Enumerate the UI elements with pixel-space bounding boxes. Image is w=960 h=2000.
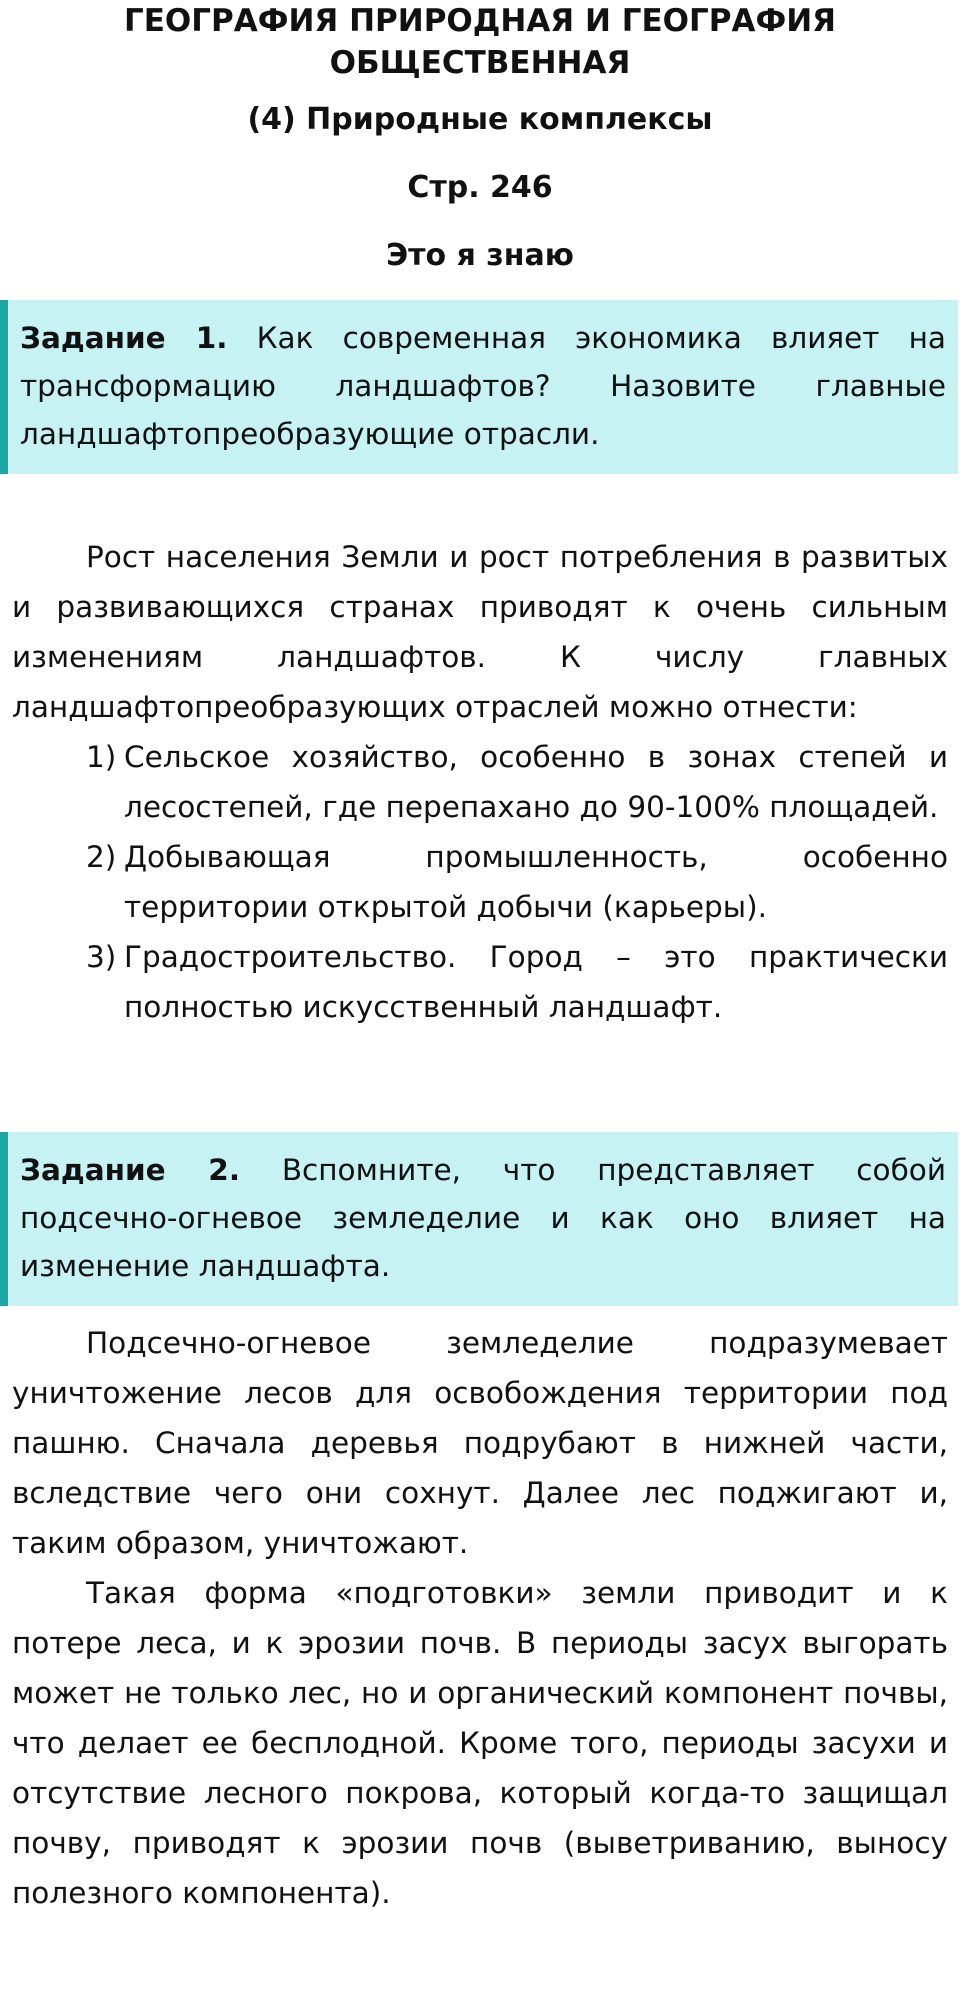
chapter-subtitle: (4) Природные комплексы xyxy=(247,102,713,137)
list-item xyxy=(12,732,948,832)
list-item xyxy=(12,932,948,1032)
task-2-box xyxy=(0,1132,958,1306)
list-item-text: Градостроительство. Город – это практически полностью искусственный ландшафт. xyxy=(124,940,948,1024)
list-item-text: Добывающая промышленность, особенно территории открытой добычи (карьеры). xyxy=(124,840,948,924)
task-1-label: Задание 1. xyxy=(20,321,228,355)
answer-2-paragraph-2: Такая форма «подготовки» земли приводит и к потере леса, и к эрозии почв. В периоды засух выгорать может не только лес, но и органический компонент почвы, что делает ее бесплодной. Кроме того, периоды засухи и отсутствие лесного покрова, который когда-то защищал почву, приводят к эрозии почв (выветриванию, выносу полезного компонента). xyxy=(12,1576,948,1910)
answer-1-list xyxy=(12,732,948,1032)
page-title-line2: ОБЩЕСТВЕННАЯ xyxy=(329,45,631,81)
page-number: Стр. 246 xyxy=(407,170,553,205)
page-title xyxy=(0,0,960,84)
list-item-text: Сельское хозяйство, особенно в зонах степей и лесостепей, где перепахано до 90-100% площадей. xyxy=(124,740,948,824)
answer-1-intro: Рост населения Земли и рост потребления в развитых и развивающихся странах приводят к очень сильным изменениям ландшафтов. К числу главных ландшафтопреобразующих отраслей можно отнести: xyxy=(12,540,948,724)
list-item-number: 2) xyxy=(86,840,117,874)
answer-2 xyxy=(0,1318,960,1918)
task-1-question: Как современная экономика влияет на трансформацию ландшафтов? Назовите главные ландшафтопреобразующие отрасли. xyxy=(20,321,946,451)
document-header xyxy=(0,0,960,276)
task-1-box xyxy=(0,300,958,474)
answer-2-paragraph-1: Подсечно-огневое земледелие подразумевает уничтожение лесов для освобождения территории под пашню. Сначала деревья подрубают в нижней части, вследствие чего они сохнут. Далее лес поджигают и, таким образом, уничтожают. xyxy=(12,1326,948,1560)
answer-1 xyxy=(0,532,960,1032)
task-2-question: Вспомните, что представляет собой подсечно-огневое земледелие и как оно влияет на изменение ландшафта. xyxy=(20,1153,946,1283)
page-title-line1: ГЕОГРАФИЯ ПРИРОДНАЯ И ГЕОГРАФИЯ xyxy=(123,3,837,39)
list-item-number: 1) xyxy=(86,740,117,774)
section-heading: Это я знаю xyxy=(386,238,574,273)
task-2-label: Задание 2. xyxy=(20,1153,241,1187)
spacer xyxy=(0,1032,960,1080)
list-item-number: 3) xyxy=(86,940,117,974)
list-item xyxy=(12,832,948,932)
